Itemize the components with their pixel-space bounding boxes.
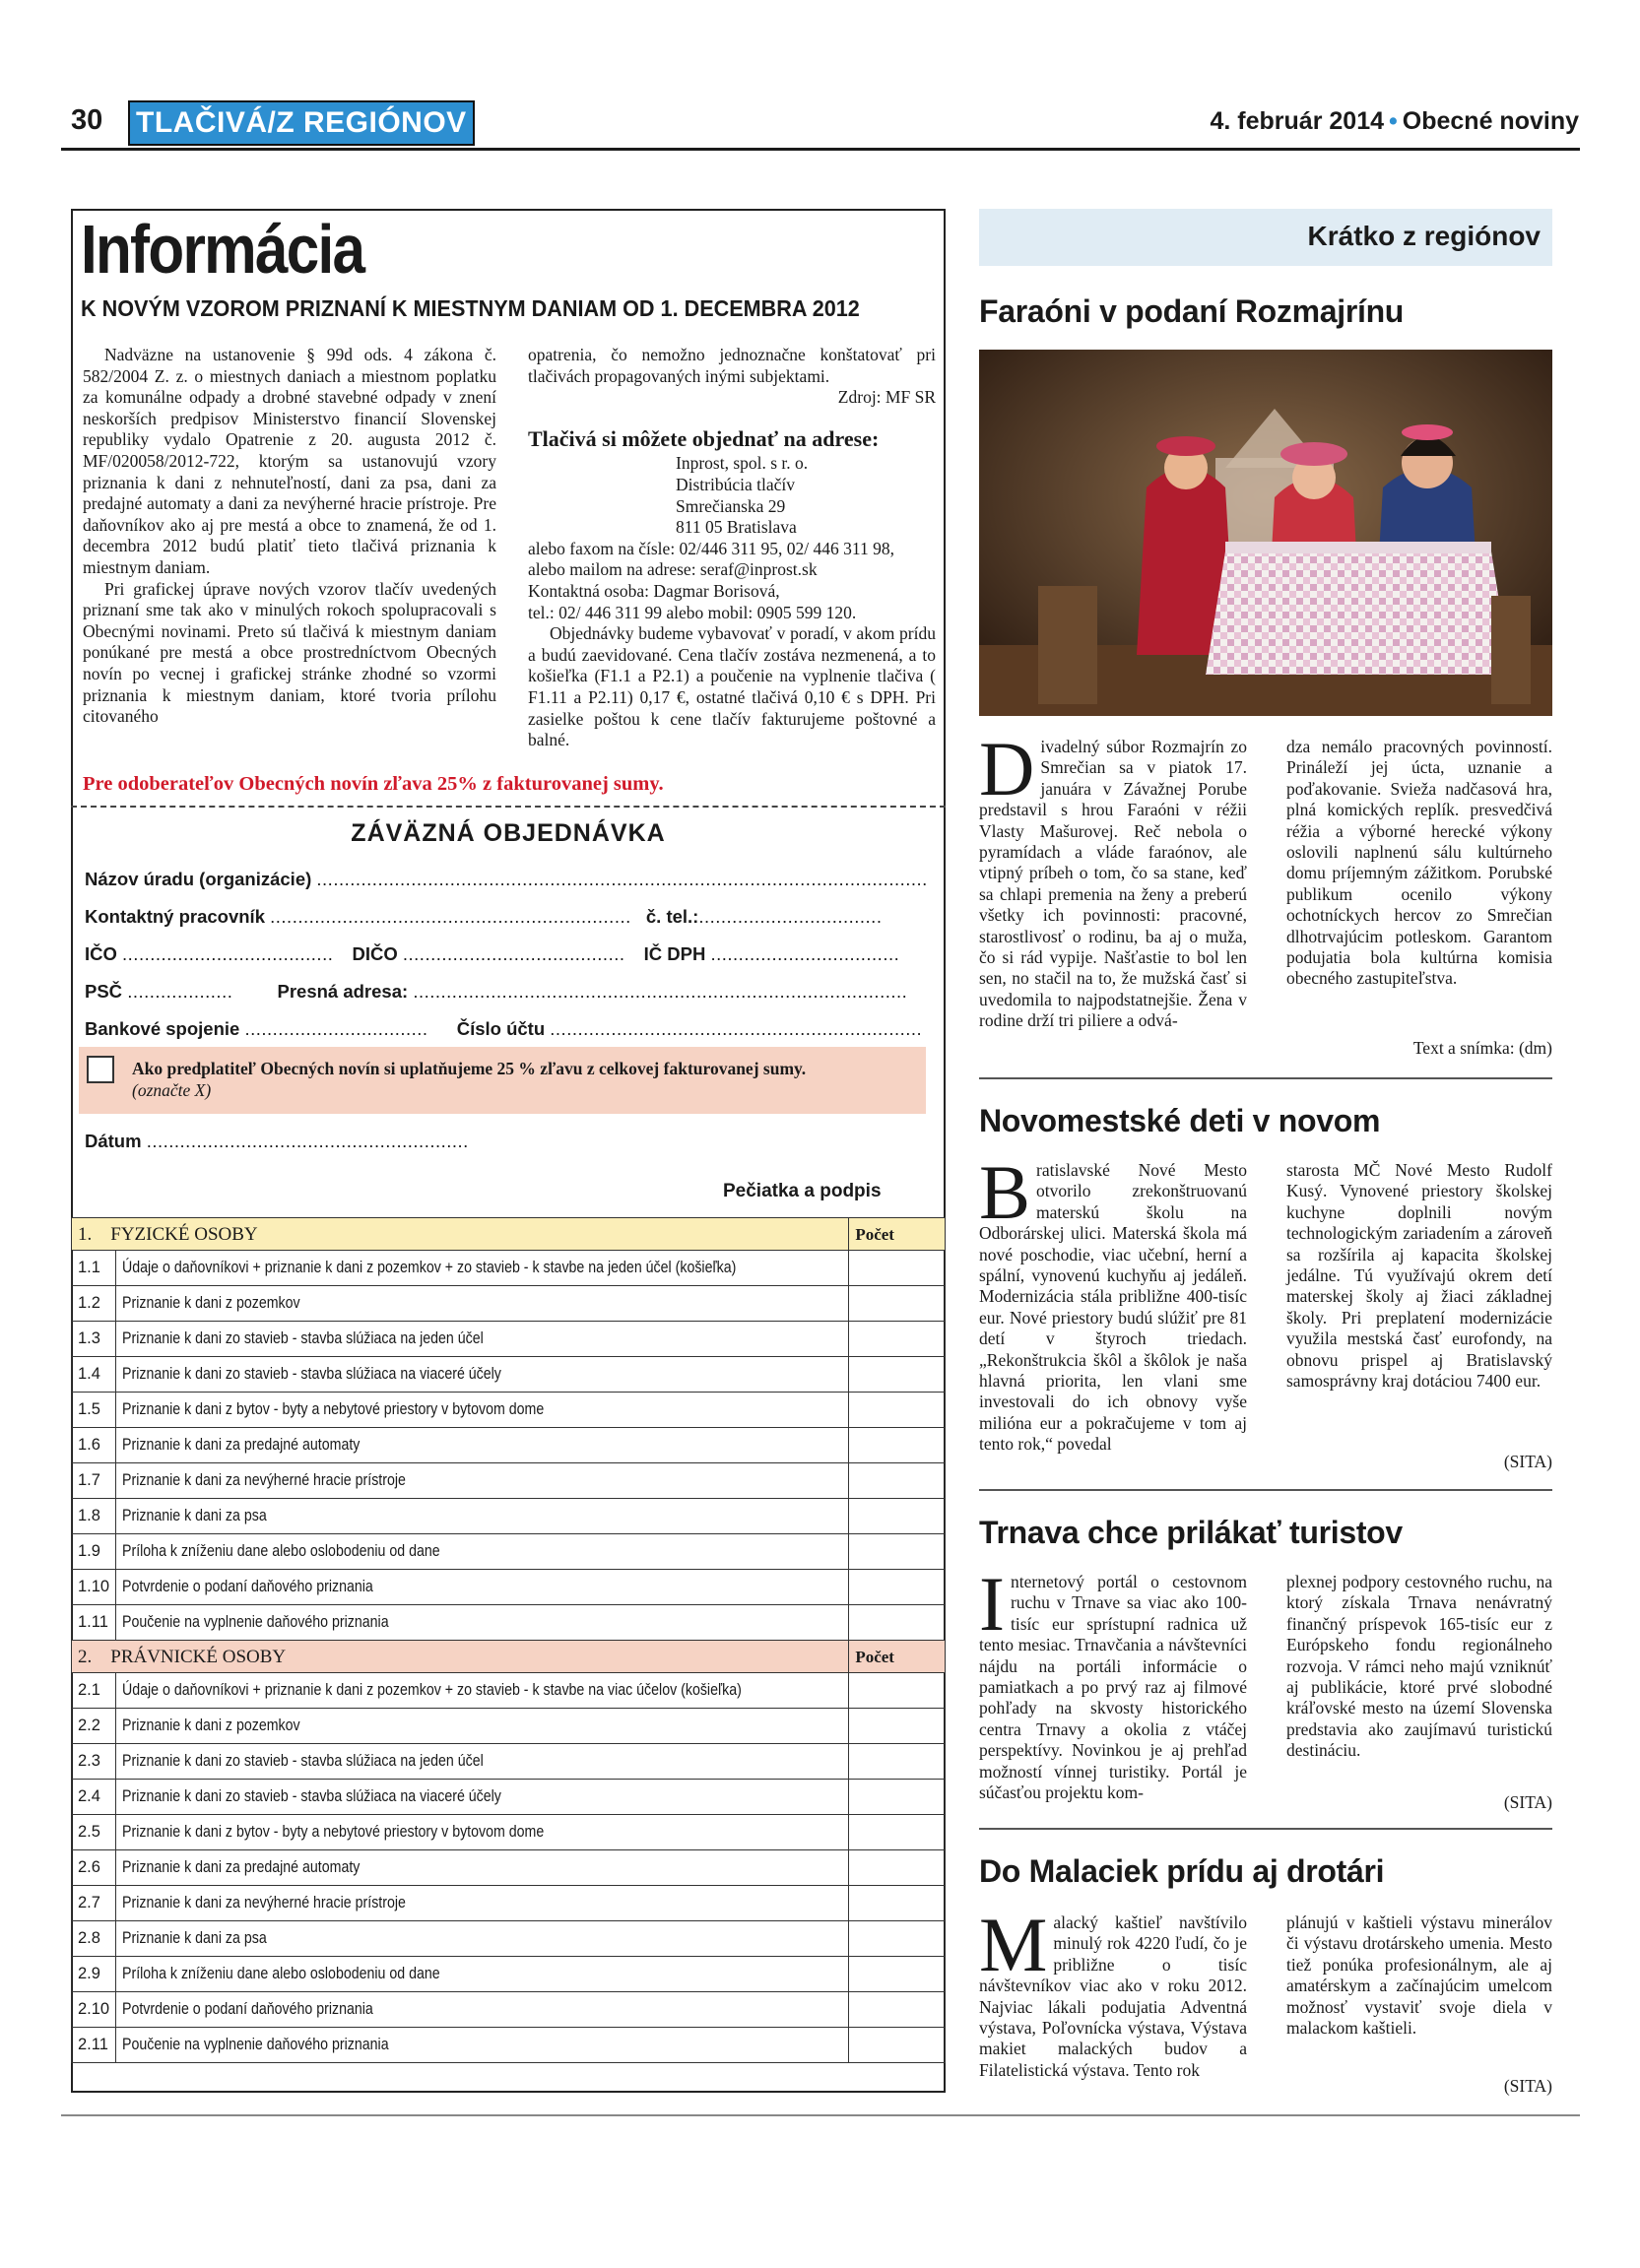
article-text: dza nemálo pracovných povinností. Prináleží jej úcta, uznanie a poďakovanie. Svieža nadčasová hra, plná komických replík. presvedčivá réžia a výborné herecké výkony oslovili naplnenú sálu kultúrneho domu príjemným zážitkom. Porubské publikum ocenilo výkony ochotníckych hercov zo Smrečian dlhotrvajúcim potleskom. Garantom podujatia bola kultúrna komisia obecného zastupiteľstva. xyxy=(1286,737,1552,989)
form-code: 2.7 xyxy=(72,1886,116,1921)
count-input[interactable] xyxy=(849,2028,946,2063)
form-code: 2.6 xyxy=(72,1850,116,1886)
header-rule xyxy=(61,148,1580,151)
article-divider xyxy=(979,1828,1552,1830)
section-label: TLAČIVÁ/Z REGIÓNOV xyxy=(128,100,475,146)
org-label: Názov úradu (organizácie) xyxy=(85,869,312,889)
table-row xyxy=(72,1605,946,1641)
contact-email[interactable]: alebo mailom na adrese: seraf@inprost.sk xyxy=(528,559,818,580)
address-line: Smrečianska 29 xyxy=(676,495,786,516)
icdph-label: IČ DPH xyxy=(643,943,706,964)
count-input[interactable] xyxy=(849,1709,946,1744)
form-code: 1.4 xyxy=(72,1357,116,1393)
count-input[interactable] xyxy=(849,1357,946,1393)
form-code: 1.6 xyxy=(72,1428,116,1463)
form-name: Poučenie na vyplnenie daňového priznania xyxy=(116,1605,849,1641)
ico-label: IČO xyxy=(85,943,117,964)
count-header: Počet xyxy=(849,1641,946,1673)
count-input[interactable] xyxy=(849,1886,946,1921)
article-headline: Trnava chce prilákať turistov xyxy=(979,1515,1403,1550)
contact-line: Kontaktná osoba: Dagmar Borisová, xyxy=(528,580,780,601)
table-row xyxy=(72,1957,946,1992)
form-name: Priznanie k dani za predajné automaty xyxy=(116,1850,849,1886)
article-column xyxy=(1286,1160,1552,1392)
table-row xyxy=(72,1815,946,1850)
count-input[interactable] xyxy=(849,1957,946,1992)
count-input[interactable] xyxy=(849,1393,946,1428)
count-input[interactable] xyxy=(849,1673,946,1709)
count-input[interactable] xyxy=(849,1815,946,1850)
info-subtitle: K NOVÝM VZOROM PRIZNANÍ K MIESTNYM DANIAM OD 1. DECEMBRA 2012 xyxy=(81,295,860,321)
form-code: 1.8 xyxy=(72,1499,116,1534)
form-code: 1.11 xyxy=(72,1605,116,1641)
article-column xyxy=(979,1902,1247,2081)
form-code: 2.8 xyxy=(72,1921,116,1957)
article-column xyxy=(979,1149,1247,1456)
account-label: Číslo účtu xyxy=(456,1018,546,1039)
contact-person-input-line[interactable]: ................................................................. xyxy=(270,906,631,927)
count-input[interactable] xyxy=(849,1499,946,1534)
table-row xyxy=(72,1570,946,1605)
info-paragraph: opatrenia, čo nemožno jednoznačne konštatovať pri tlačivách propagovaných inými subjektami. xyxy=(528,345,936,386)
form-name: Priznanie k dani za psa xyxy=(116,1921,849,1957)
form-code: 2.2 xyxy=(72,1709,116,1744)
form-code: 1.1 xyxy=(72,1251,116,1286)
form-code: 2.3 xyxy=(72,1744,116,1780)
subscriber-discount-checkbox[interactable] xyxy=(87,1056,114,1083)
psc-input-line[interactable]: ................... xyxy=(127,981,233,1002)
count-input[interactable] xyxy=(849,1850,946,1886)
street-address-label: Presná adresa: xyxy=(277,981,409,1002)
dic-label: DIČO xyxy=(352,943,398,964)
count-input[interactable] xyxy=(849,1744,946,1780)
form-code: 1.3 xyxy=(72,1322,116,1357)
separator-dot: • xyxy=(1389,107,1398,135)
footer-rule xyxy=(61,2114,1580,2116)
dropcap: M xyxy=(979,1902,1048,1987)
article-headline: Novomestské deti v novom xyxy=(979,1103,1381,1138)
table-row xyxy=(72,1251,946,1286)
article-credit: (SITA) xyxy=(1503,1452,1552,1471)
address-line: Distribúcia tlačív xyxy=(676,474,796,494)
account-input-line[interactable]: ................................................................... xyxy=(550,1018,923,1039)
form-name: Priznanie k dani z pozemkov xyxy=(116,1709,849,1744)
article-credit: (SITA) xyxy=(1503,1792,1552,1812)
table-row xyxy=(72,2028,946,2063)
table-row xyxy=(72,1286,946,1322)
form-name: Priznanie k dani z bytov - byty a nebytové priestory v bytovom dome xyxy=(116,1393,849,1428)
article-column xyxy=(979,726,1247,1032)
table-row xyxy=(72,1709,946,1744)
count-input[interactable] xyxy=(849,1251,946,1286)
form-code: 1.5 xyxy=(72,1393,116,1428)
article-text: alacký kaštieľ navštívilo minulý rok 4220 ľudí, čo je približne o tisíc návštevníkov viac ako v roku 2012. Najviac lákali podujatia Adventná výstava, Poľovnícka výstava, Výstava makiet malackých budov a Filatelistická výstava. Tento rok xyxy=(979,1912,1247,2080)
phone-input-line[interactable]: ................................. xyxy=(698,906,883,927)
article-credit: (SITA) xyxy=(1503,2076,1552,2096)
table-row xyxy=(72,1357,946,1393)
forms-order-table xyxy=(71,1217,946,2063)
count-input[interactable] xyxy=(849,1463,946,1499)
article-credit: Text a snímka: (dm) xyxy=(1412,1038,1552,1058)
form-name: Priznanie k dani z pozemkov xyxy=(116,1286,849,1322)
table-row xyxy=(72,1393,946,1428)
contact-person-label: Kontaktný pracovník xyxy=(85,906,265,927)
icdph-input-line[interactable]: .................................. xyxy=(710,943,900,964)
article-column xyxy=(979,1561,1247,1803)
date-input-line[interactable]: .......................................................... xyxy=(146,1131,469,1151)
count-input[interactable] xyxy=(849,1921,946,1957)
id-fields[interactable] xyxy=(85,945,899,964)
form-code: 2.11 xyxy=(72,2028,116,2063)
order-address-heading: Tlačivá si môžete objednať na adrese: xyxy=(528,425,880,451)
subscriber-discount-hint: (označte X) xyxy=(132,1080,212,1100)
form-name: Priznanie k dani za nevýherné hracie prístroje xyxy=(116,1886,849,1921)
article-text: plánujú v kaštieli výstavu minerálov či výstavu drotárskeho umenia. Mesto tiež ponúka profesionálnym, ale aj amatérskym a začínajúcim umelcom možnosť vystaviť svoje diela v malackom kaštieli. xyxy=(1286,1912,1552,2039)
date-field[interactable] xyxy=(85,1133,469,1151)
address-line: Inprost, spol. s r. o. xyxy=(676,453,809,474)
count-input[interactable] xyxy=(849,1534,946,1570)
article-column xyxy=(1286,1912,1552,2039)
table-row xyxy=(72,1499,946,1534)
form-name: Údaje o daňovníkovi + priznanie k dani z pozemkov + zo stavieb - k stavbe na jeden účel (košieľka) xyxy=(116,1251,849,1286)
form-name: Priznanie k dani zo stavieb - stavba slúžiaca na jeden účel xyxy=(116,1744,849,1780)
table-category-row xyxy=(72,1218,946,1251)
contact-line: alebo faxom na čísle: 02/446 311 95, 02/ 446 311 98, xyxy=(528,538,894,558)
info-source: Zdroj: MF SR xyxy=(837,387,936,408)
form-name: Priznanie k dani zo stavieb - stavba slúžiaca na viaceré účely xyxy=(116,1780,849,1815)
count-input[interactable] xyxy=(849,1605,946,1641)
table-row xyxy=(72,1921,946,1957)
info-title: Informácia xyxy=(81,211,364,288)
form-name: Priznanie k dani za predajné automaty xyxy=(116,1428,849,1463)
dropcap: B xyxy=(979,1149,1031,1235)
article-divider xyxy=(979,1489,1552,1491)
discount-notice: Pre odoberateľov Obecných novín zľava 25% z fakturovanej sumy. xyxy=(83,773,664,795)
issue-date: 4. február 2014 xyxy=(1210,107,1385,135)
form-name: Priznanie k dani z bytov - byty a nebytové priestory v bytovom dome xyxy=(116,1815,849,1850)
article-text: nternetový portál o cestovnom ruchu v Trnave sa viac ako 100-tisíc eur sprístupní radnica už tento mesiac. Trnavčania a návštevníci nájdu na portáli informácie o pamiatkach a po prvý raz aj filmové pohľady na skvosty historického centra Trnavy a okolia z vtáčej perspektívy. Novinkou je aj prehľad možností vínnej turistiky. Portál je súčasťou projektu kom- xyxy=(979,1572,1247,1803)
info-column-1 xyxy=(83,345,496,728)
form-code: 1.7 xyxy=(72,1463,116,1499)
bank-fields[interactable] xyxy=(85,1020,922,1039)
bank-label: Bankové spojenie xyxy=(85,1018,240,1039)
table-row xyxy=(72,1673,946,1709)
dic-input-line[interactable]: ........................................ xyxy=(402,943,625,964)
form-code: 2.1 xyxy=(72,1673,116,1709)
table-row xyxy=(72,1428,946,1463)
table-row xyxy=(72,1850,946,1886)
form-name: Potvrdenie o podaní daňového priznania xyxy=(116,1570,849,1605)
address-fields[interactable] xyxy=(85,983,907,1002)
category-title: 1. FYZICKÉ OSOBY xyxy=(72,1218,849,1251)
article-headline: Faraóni v podaní Rozmajrínu xyxy=(979,293,1405,329)
count-input[interactable] xyxy=(849,1286,946,1322)
contact-line: tel.: 02/ 446 311 99 alebo mobil: 0905 599 120. xyxy=(528,602,857,622)
table-row xyxy=(72,1534,946,1570)
subscriber-discount-label: Ako predplatiteľ Obecných novín si uplatňujeme 25 % zľavu z celkovej fakturovanej sumy. xyxy=(132,1059,807,1078)
article-headline: Do Malaciek prídu aj drotári xyxy=(979,1853,1385,1889)
form-name: Potvrdenie o podaní daňového priznania xyxy=(116,1992,849,2028)
subscriber-discount-text xyxy=(132,1058,910,1101)
form-name: Príloha k zníženiu dane alebo oslobodeniu od dane xyxy=(116,1534,849,1570)
street-address-input-line[interactable]: ......................................................................................... xyxy=(413,981,908,1002)
publication-name: Obecné noviny xyxy=(1402,107,1579,135)
dropcap: I xyxy=(979,1561,1005,1647)
count-input[interactable] xyxy=(849,1992,946,2028)
info-paragraph: Nadväzne na ustanovenie § 99d ods. 4 zákona č. 582/2004 Z. z. o miestnych daniach a miestnom poplatku za komunálne odpady a drobné stavebné odpady v znení neskorších predpisov Ministerstvo financií Slovenskej republiky vydalo Opatrenie z 20. augusta 2012 č. MF/020058/2012-722, ktorým sa ustanovujú vzory priznania k dani z nehnuteľností, dani za psa, dani za predajné automaty a dani za nevýherné hracie prístroje. Pre daňovníkov ako aj pre mestá a obce to znamená, že od 1. decembra 2012 budú platiť tieto tlačivá priznania k miestnym daniam. xyxy=(83,345,496,577)
order-form-title: ZÁVÄZNÁ OBJEDNÁVKA xyxy=(351,819,666,847)
article-text: plexnej podpory cestovného ruchu, na ktorý získala Trnava nenávratný finančný príspevok 165-tisíc eur z Európskeho fondu regionálneho rozvoja. V rámci neho majú vzniknúť aj publikácie, ktoré prvé slobodné kráľovské mesto na území Slovenska predstavia ako zaujímavú turistickú destináciu. xyxy=(1286,1572,1552,1761)
org-input-line[interactable]: .............................................................................................................. xyxy=(316,869,928,889)
form-name: Priznanie k dani za nevýherné hracie prístroje xyxy=(116,1463,849,1499)
count-input[interactable] xyxy=(849,1322,946,1357)
form-name: Poučenie na vyplnenie daňového priznania xyxy=(116,2028,849,2063)
form-name: Priznanie k dani za psa xyxy=(116,1499,849,1534)
count-input[interactable] xyxy=(849,1780,946,1815)
page-number: 30 xyxy=(71,104,103,136)
form-code: 2.9 xyxy=(72,1957,116,1992)
table-row xyxy=(72,1780,946,1815)
ico-input-line[interactable]: ...................................... xyxy=(122,943,334,964)
sidebar-title: Krátko z regiónov xyxy=(1307,221,1541,251)
form-code: 2.4 xyxy=(72,1780,116,1815)
theatre-photo xyxy=(979,350,1552,716)
table-row xyxy=(72,1322,946,1357)
form-code: 2.5 xyxy=(72,1815,116,1850)
count-header: Počet xyxy=(849,1218,946,1251)
table-row xyxy=(72,1463,946,1499)
table-row xyxy=(72,1744,946,1780)
table-row xyxy=(72,1992,946,2028)
article-column xyxy=(1286,737,1552,990)
info-paragraph: Pri grafickej úprave nových vzorov tlačív uvedených priznaní sme tak ako v minulých rokoch spolupracovali s Obecnými novinami. Preto sú tlačivá k miestnym daniam ponúkané pre mestá a obce prostredníctvom Obecných novín po vecnej i grafickej stránke zhodné so vzormi priznania k miestnym daniam, ktoré tvoria prílohu citovaného xyxy=(83,578,496,727)
form-code: 1.10 xyxy=(72,1570,116,1605)
count-input[interactable] xyxy=(849,1570,946,1605)
category-title: 2. PRÁVNICKÉ OSOBY xyxy=(72,1641,849,1673)
date-label: Dátum xyxy=(85,1131,142,1151)
article-text: starosta MČ Nové Mesto Rudolf Kusý. Vynovené priestory školskej kuchyne doplnili novým technologickým zariadením a zároveň sa rozšírila aj kapacita školskej jedálne. Tú využívajú okrem detí materskej školy aj žiaci základnej školy. Pri preplatení modernizácie využila mestská časť eurofondy, na obnovu prispel aj Bratislavský samosprávny kraj dotáciou 7400 eur. xyxy=(1286,1160,1552,1392)
article-column xyxy=(1286,1572,1552,1762)
stamp-signature-label: Pečiatka a podpis xyxy=(723,1181,882,1201)
form-code: 1.9 xyxy=(72,1534,116,1570)
psc-label: PSČ xyxy=(85,981,123,1002)
article-text: ratislavské Nové Mesto otvorilo zrekonštruovanú materskú školu na Odborárskej ulici. Materská škola má nové poschodie, viac učební, herní a spální, vynovenú kuchyňu aj jedáleň. Modernizácia stála približne 400-tisíc eur. Nové priestory budú slúžiť pre 81 detí v štyroch triedach. „Rekonštrukcia škôl a škôlok je naša hlavná priorita, len vlani sme investovali do ich obnovy vyše milióna eur a pokračujeme v tom aj tento rok,“ povedal xyxy=(979,1160,1247,1455)
dropcap: D xyxy=(979,726,1035,811)
sidebar-title-bar xyxy=(979,209,1552,266)
org-field[interactable] xyxy=(85,871,928,889)
contact-person-field[interactable] xyxy=(85,908,882,927)
article-divider xyxy=(979,1077,1552,1079)
header-dateline xyxy=(1211,109,1579,134)
article-text: ivadelný súbor Rozmajrín zo Smrečian sa v piatok 17. januára v Závažnej Porube predstavil s hrou Faraóni v réžii Vlasty Mašurovej. Reč nebola o pyramídach a vláde faraónov, ale vtipný príbeh o tom, čo sa stane, keď sa chlapi premenia na ženy a preberú všetky ich povinnosti: pracovné, starostlivosť o rodinu, ba aj o muža, čo si rád vypije. Našťastie to bol len sen, no stačil na to, že mužská časť si uvedomila to najpodstatnejšie. Žena v rodine drží tri piliere a odvá- xyxy=(979,737,1247,1031)
form-code: 1.2 xyxy=(72,1286,116,1322)
info-paragraph: Objednávky budeme vybavovať v poradí, v akom prídu a budú zaevidované. Cena tlačív zostáva nezmenená, a to košieľka (F1.1 a P2.1) a poučenie na vyplnenie tlačiva ( F1.11 a P2.11) 0,17 €, ostatné tlačivá 0,10 € s DPH. Pri zasielke poštou k cene tlačív fakturujeme poštovné a balné. xyxy=(528,623,936,750)
phone-label: č. tel.: xyxy=(645,906,699,927)
info-column-2 xyxy=(528,345,936,751)
bank-input-line[interactable]: ................................. xyxy=(244,1018,428,1039)
form-code: 2.10 xyxy=(72,1992,116,2028)
form-name: Údaje o daňovníkovi + priznanie k dani z pozemkov + zo stavieb - k stavbe na viac účelov (košieľka) xyxy=(116,1673,849,1709)
table-row xyxy=(72,1886,946,1921)
form-name: Priznanie k dani zo stavieb - stavba slúžiaca na viaceré účely xyxy=(116,1357,849,1393)
form-name: Príloha k zníženiu dane alebo oslobodeniu od dane xyxy=(116,1957,849,1992)
form-name: Priznanie k dani zo stavieb - stavba slúžiaca na jeden účel xyxy=(116,1322,849,1357)
table-category-row xyxy=(72,1641,946,1673)
count-input[interactable] xyxy=(849,1428,946,1463)
cut-line xyxy=(71,806,946,808)
address-line: 811 05 Bratislava xyxy=(676,517,797,538)
